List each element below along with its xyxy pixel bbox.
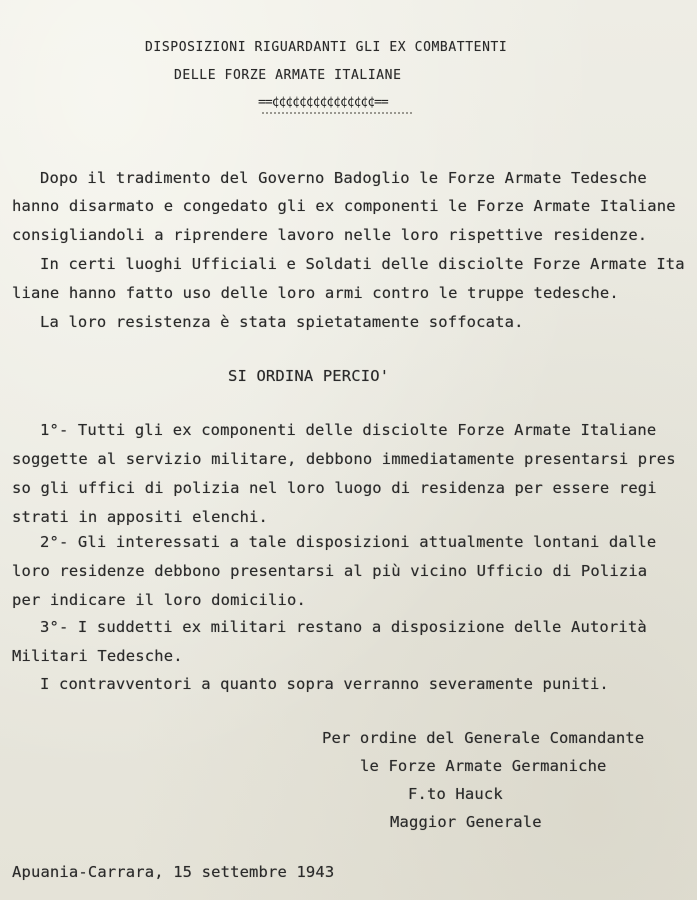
intro-line-2: hanno disarmato e congedato gli ex componenti le Forze Armate Italiane xyxy=(12,197,676,215)
title-divider-dots xyxy=(262,112,412,114)
order-line-7: per indicare il loro domicilio. xyxy=(12,591,306,609)
signature-line-4: Maggior Generale xyxy=(390,813,542,831)
intro-line-1: Dopo il tradimento del Governo Badoglio le Forze Armate Tedesche xyxy=(40,169,647,187)
title-divider: ==¢¢¢¢¢¢¢¢¢¢¢¢¢¢¢== xyxy=(258,95,388,110)
place-date: Apuania-Carrara, 15 settembre 1943 xyxy=(12,863,335,881)
signature-line-2: le Forze Armate Germaniche xyxy=(360,757,607,775)
order-line-8: 3°- I suddetti ex militari restano a disposizione delle Autorità xyxy=(40,618,647,636)
order-line-1: 1°- Tutti gli ex componenti delle disciolte Forze Armate Italiane xyxy=(40,421,657,439)
document-title-line1: DISPOSIZIONI RIGUARDANTI GLI EX COMBATTENTI xyxy=(145,40,508,55)
document-title-line2: DELLE FORZE ARMATE ITALIANE xyxy=(174,68,402,83)
intro-line-5: liane hanno fatto uso delle loro armi contro le truppe tedesche. xyxy=(12,284,619,302)
signature-line-1: Per ordine del Generale Comandante xyxy=(322,729,645,747)
intro-line-3: consigliandoli a riprendere lavoro nelle loro rispettive residenze. xyxy=(12,226,648,244)
order-line-6: loro residenze debbono presentarsi al più vicino Ufficio di Polizia xyxy=(12,562,648,580)
intro-line-4: In certi luoghi Ufficiali e Soldati delle disciolte Forze Armate Ita xyxy=(40,255,685,273)
order-line-2: soggette al servizio militare, debbono immediatamente presentarsi pres xyxy=(12,450,676,468)
order-line-10: I contravventori a quanto sopra verranno severamente puniti. xyxy=(40,675,609,693)
intro-line-6: La loro resistenza è stata spietatamente soffocata. xyxy=(40,313,524,331)
signature-line-3: F.to Hauck xyxy=(408,785,503,803)
order-line-3: so gli uffici di polizia nel loro luogo di residenza per essere regi xyxy=(12,479,657,497)
order-line-5: 2°- Gli interessati a tale disposizioni attualmente lontani dalle xyxy=(40,533,657,551)
order-line-9: Militari Tedesche. xyxy=(12,647,183,665)
order-line-4: strati in appositi elenchi. xyxy=(12,508,269,526)
order-heading: SI ORDINA PERCIO' xyxy=(228,367,390,385)
